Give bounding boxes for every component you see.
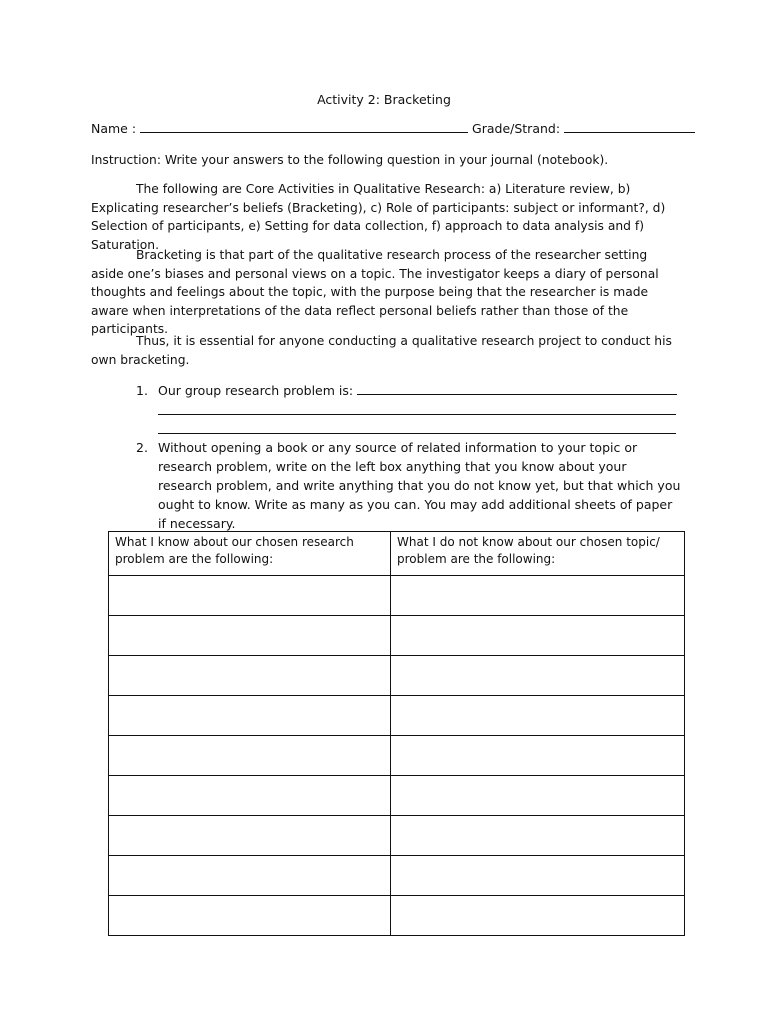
unknown-cell[interactable] [391,656,685,696]
research-problem-blank[interactable] [357,382,677,395]
header-unknown: What I do not know about our chosen topic/ problem are the following: [391,532,685,576]
known-cell[interactable] [109,576,391,616]
known-cell[interactable] [109,776,391,816]
header-known: What I know about our chosen research problem are the following: [109,532,391,576]
table-row [109,856,685,896]
unknown-cell[interactable] [391,616,685,656]
known-cell[interactable] [109,616,391,656]
table-row [109,696,685,736]
name-label: Name : [91,121,141,136]
table-row [109,736,685,776]
table-row [109,816,685,856]
table-row [109,656,685,696]
unknown-cell[interactable] [391,856,685,896]
table-row [109,896,685,936]
table-row [109,776,685,816]
bracketing-paragraph: Bracketing is that part of the qualitative research process of the researcher setting aside one’s biases and personal views on a topic. The investigator keeps a diary of personal thoughts and feelings about the topic, with the purpose being that the researcher is made aware when interpretations of the data reflect personal beliefs rather than those of the participants. [91,248,659,337]
known-cell[interactable] [109,696,391,736]
question-2-text: Without opening a book or any source of related information to your topic or research problem, write on the left box anything that you know about your research problem, and write anything that you do not know yet, but that which you ought to know. Write as many as you can. You may add additional sheets of paper if necessary. [158,440,681,531]
question-1-text: Our group research problem is: [158,383,358,398]
unknown-cell[interactable] [391,776,685,816]
question-2 [136,438,681,533]
table-header-row [109,532,685,576]
known-cell[interactable] [109,816,391,856]
name-grade-line [91,121,695,136]
name-blank[interactable] [140,121,468,133]
unknown-cell[interactable] [391,736,685,776]
grade-label: Grade/Strand: [468,121,565,136]
grade-blank[interactable] [564,121,695,133]
table-row [109,576,685,616]
known-cell[interactable] [109,896,391,936]
question-1-number: 1. [136,383,148,398]
question-1 [136,381,681,400]
instruction-text: Instruction: Write your answers to the following question in your journal (notebook). [91,153,609,167]
unknown-cell[interactable] [391,816,685,856]
core-activities-paragraph: The following are Core Activities in Qualitative Research: a) Literature review, b) Explicating researcher’s beliefs (Bracketing), c) Role of participants: subject or informant?, d) Selection of participants, e) Setting for data collection, f) approach to data analysis and f) Saturation. [91,182,666,252]
research-problem-line-2[interactable] [158,414,676,415]
know-dont-know-table [108,531,685,936]
thus-paragraph: Thus, it is essential for anyone conducting a qualitative research project to conduct his own bracketing. [91,334,672,367]
unknown-cell[interactable] [391,576,685,616]
known-cell[interactable] [109,856,391,896]
table-row [109,616,685,656]
research-problem-line-3[interactable] [158,433,676,434]
known-cell[interactable] [109,736,391,776]
page-title: Activity 2: Bracketing [317,92,451,107]
unknown-cell[interactable] [391,696,685,736]
unknown-cell[interactable] [391,896,685,936]
known-cell[interactable] [109,656,391,696]
question-2-number: 2. [136,440,148,455]
